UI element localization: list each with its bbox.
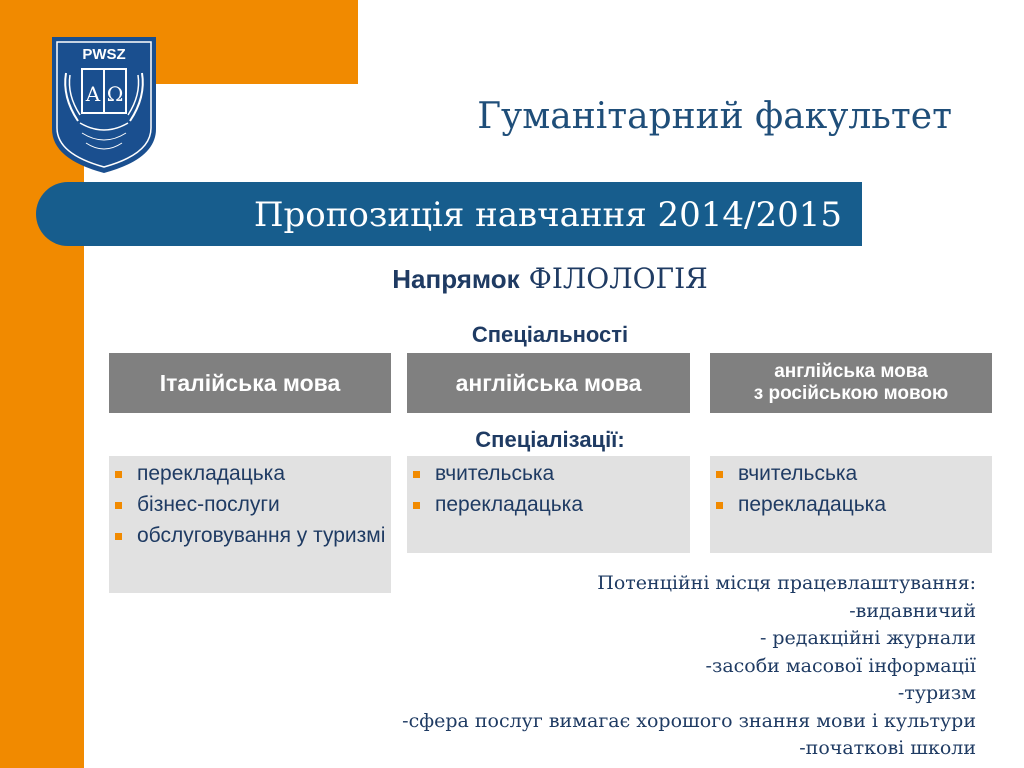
list-item: обслуговування у туризмі bbox=[137, 524, 391, 548]
specialization-list-english-russian bbox=[710, 456, 992, 553]
employment-item: -туризм bbox=[897, 682, 976, 704]
specialty-box-italian bbox=[109, 353, 391, 413]
specialty-label: англійська мова bbox=[455, 369, 642, 396]
specialties-heading: Спеціальності bbox=[471, 322, 629, 347]
employment-item: -засоби масової інформації bbox=[705, 654, 976, 677]
list-item: перекладацька bbox=[738, 493, 992, 517]
direction-label: Напрямок bbox=[392, 264, 520, 294]
employment-item: -початкові школи bbox=[799, 737, 976, 759]
employment-item: - редакційні журнали bbox=[759, 627, 976, 649]
list-item: вчительська bbox=[435, 462, 690, 486]
title-banner bbox=[36, 182, 862, 246]
specialty-label: Італійська мова bbox=[159, 369, 341, 396]
list-item: перекладацька bbox=[435, 493, 690, 517]
direction-line bbox=[0, 262, 1024, 295]
faculty-title: Гуманітарний факультет bbox=[477, 96, 952, 137]
logo-abbr: PWSZ bbox=[82, 46, 126, 63]
specialty-label: англійська мова bbox=[774, 361, 928, 382]
banner-title: Пропозиція навчання 2014/2015 bbox=[253, 195, 842, 235]
list-item: бізнес-послуги bbox=[137, 493, 391, 517]
employment-list bbox=[402, 570, 976, 763]
logo-omega: Ω bbox=[106, 82, 124, 106]
list-item: вчительська bbox=[738, 462, 992, 486]
specializations-heading: Спеціалізації: bbox=[475, 427, 625, 452]
employment-item: -видавничий bbox=[849, 599, 976, 622]
specialization-list-english bbox=[407, 456, 690, 553]
specialty-box-english-russian bbox=[710, 353, 992, 413]
specialty-label-line2: з російською мовою bbox=[753, 383, 949, 404]
list-item: перекладацька bbox=[137, 462, 391, 486]
employment-heading: Потенційні місця працевлаштування: bbox=[597, 572, 976, 594]
pwsz-logo-icon bbox=[52, 37, 156, 173]
specialty-box-english bbox=[407, 353, 690, 413]
employment-item: -сфера послуг вимагає хорошого знання мови і культури bbox=[402, 709, 976, 732]
logo-alpha: Α bbox=[85, 82, 101, 106]
direction-value: ФІЛОЛОГІЯ bbox=[528, 262, 708, 295]
specialization-list-italian bbox=[109, 456, 391, 593]
